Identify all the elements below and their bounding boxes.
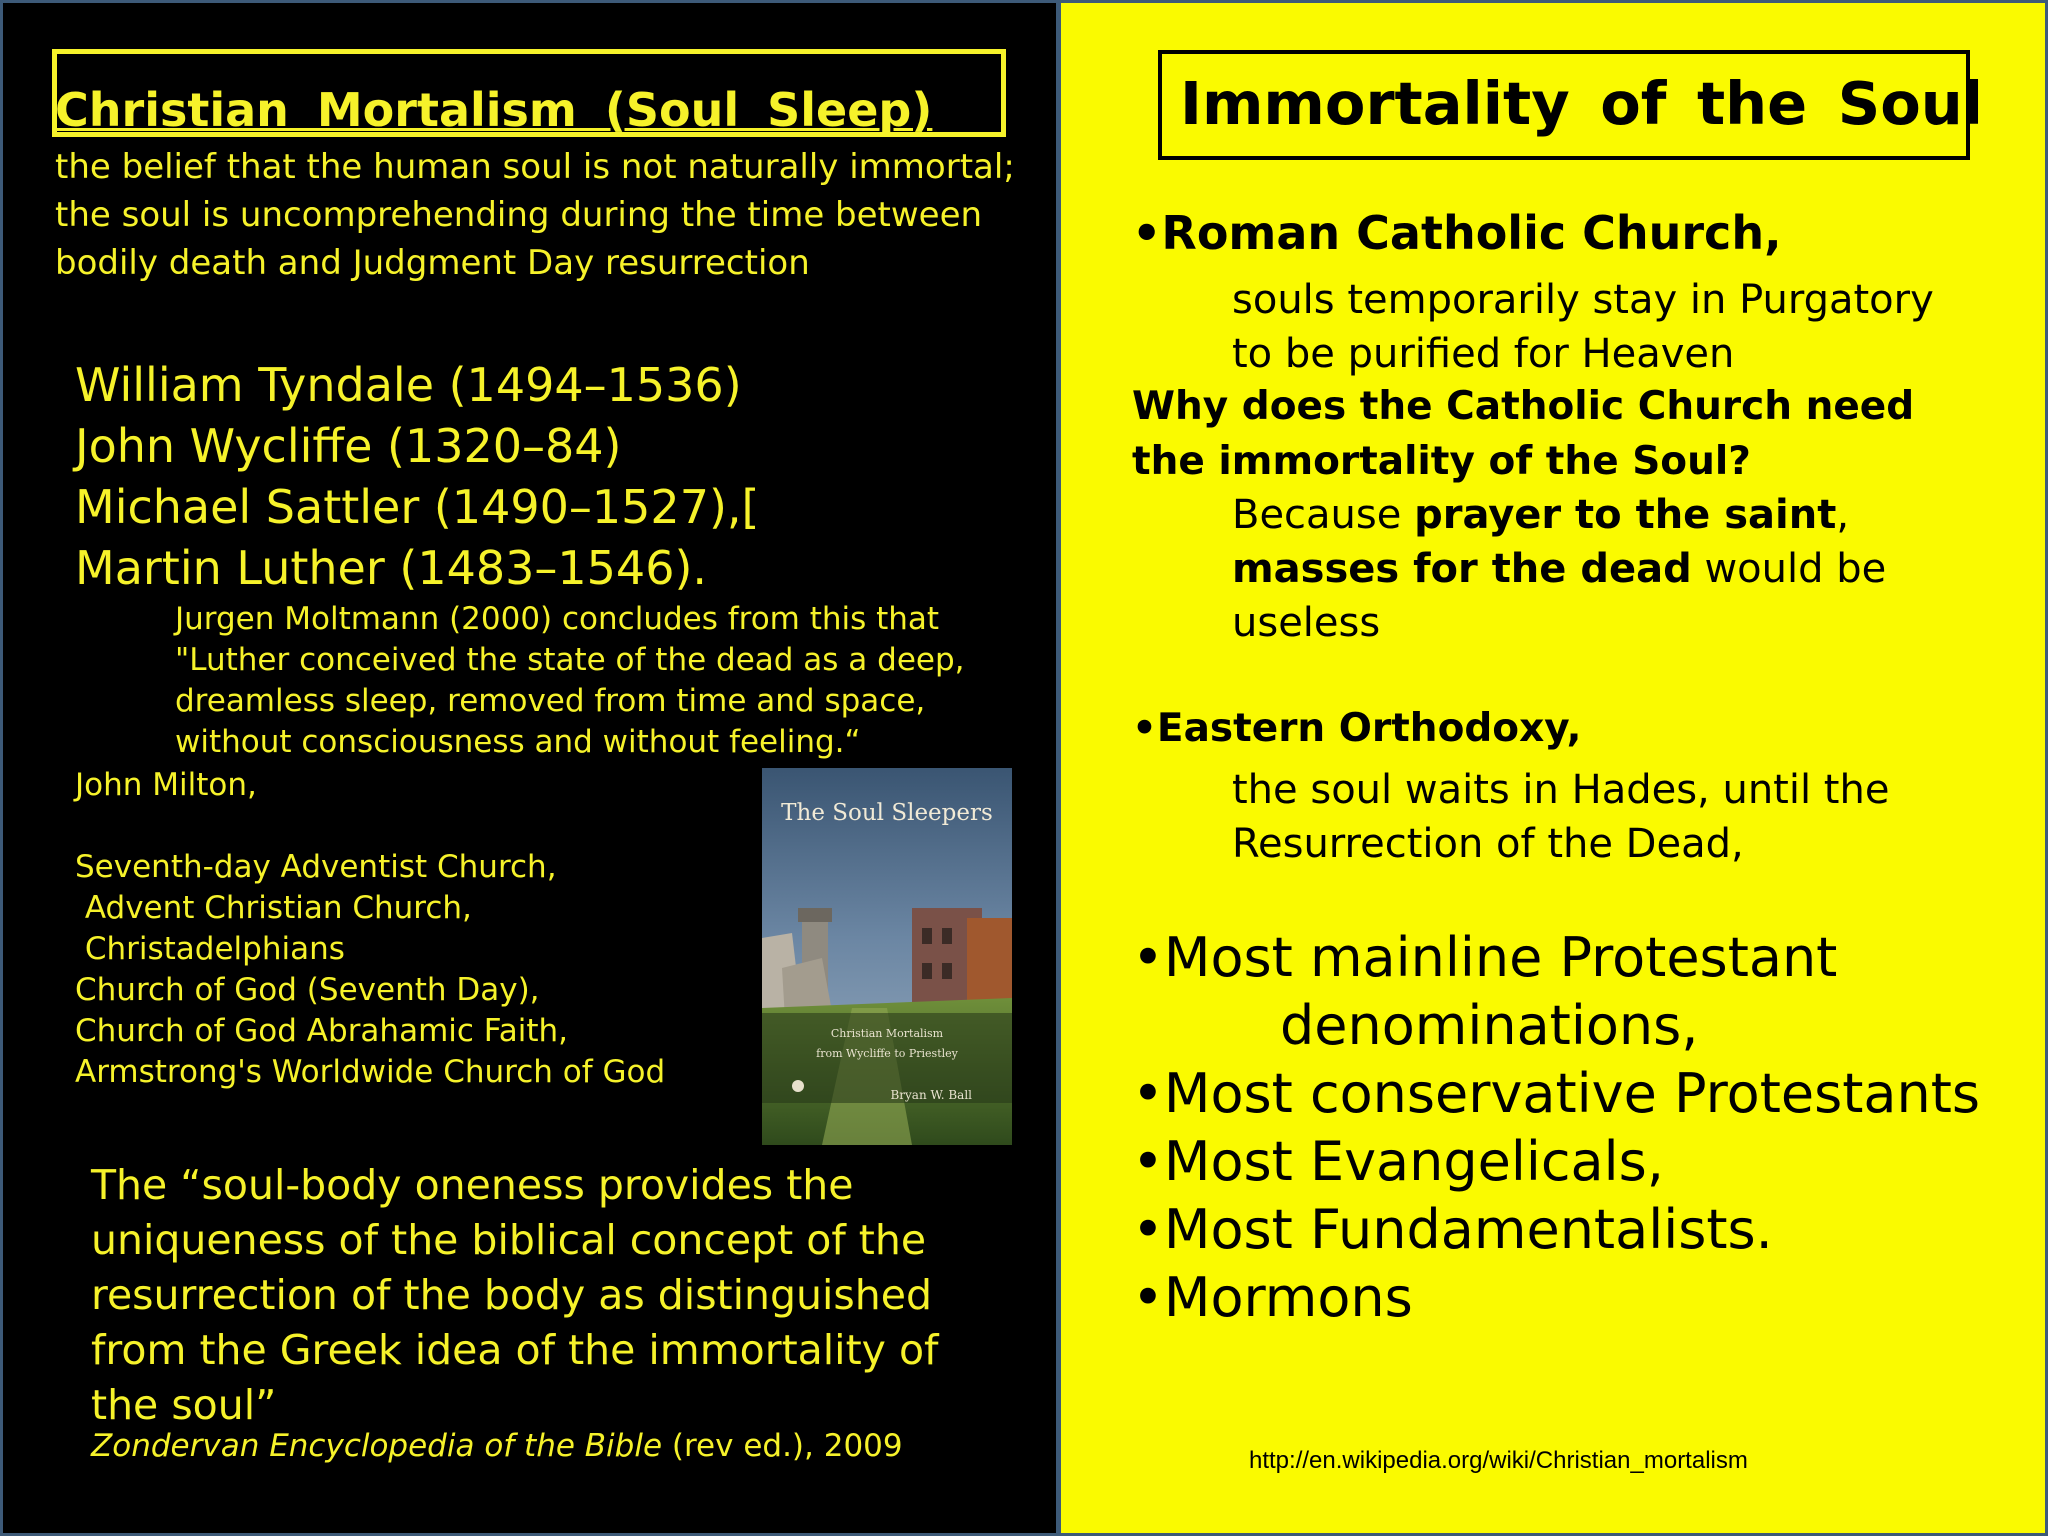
quote-line: resurrection of the body as distinguished xyxy=(91,1271,933,1319)
list-item: •Mormons xyxy=(1132,1266,1413,1329)
body-line: the soul waits in Hades, until the xyxy=(1232,767,1890,813)
moltmann-quote xyxy=(175,599,965,763)
quote-line: from the Greek idea of the immortality of xyxy=(91,1326,939,1374)
right-panel xyxy=(1061,3,2045,1533)
answer-line xyxy=(1232,542,1886,596)
church-item: Christadelphians xyxy=(75,931,345,967)
right-title: Immortality of the Soul xyxy=(1180,69,1983,138)
because-bold-2: masses for the dead xyxy=(1232,546,1692,592)
book-subtitle xyxy=(762,1024,1012,1064)
name-line: Martin Luther (1483–1546). xyxy=(75,541,708,595)
body-line: to be purified for Heaven xyxy=(1232,331,1735,377)
why-question xyxy=(1132,379,1914,489)
because-pre: Because xyxy=(1232,492,1415,538)
eastern-orthodoxy-heading: •Eastern Orthodoxy, xyxy=(1132,706,1582,751)
list-item: •Most conservative Protestants xyxy=(1132,1062,1981,1125)
roman-catholic-body xyxy=(1232,273,1934,381)
name-line: Michael Sattler (1490–1527),[ xyxy=(75,480,760,534)
quote-line: Jurgen Moltmann (2000) concludes from this that xyxy=(175,601,940,637)
left-panel xyxy=(3,3,1056,1533)
church-item: Church of God Abrahamic Faith, xyxy=(75,1013,569,1049)
eastern-orthodoxy-body xyxy=(1232,763,1889,871)
answer-line xyxy=(1232,488,1886,542)
quote-line: the soul” xyxy=(91,1381,277,1429)
list-item: •Most Fundamentalists. xyxy=(1132,1198,1773,1261)
book-subtitle-line: from Wycliffe to Priestley xyxy=(816,1047,958,1060)
church-item: Armstrong's Worldwide Church of God xyxy=(75,1054,666,1090)
because-bold-1: prayer to the saint xyxy=(1414,492,1837,538)
because-mid: , xyxy=(1836,492,1850,538)
list-item: •Most Evangelicals, xyxy=(1132,1130,1664,1193)
name-line: John Wycliffe (1320–84) xyxy=(75,419,622,473)
quote-line: dreamless sleep, removed from time and space, xyxy=(175,683,926,719)
name-line: William Tyndale (1494–1536) xyxy=(75,358,742,412)
quote-line: uniqueness of the biblical concept of the xyxy=(91,1216,927,1264)
body-line: Resurrection of the Dead, xyxy=(1232,821,1744,867)
answer-line: useless xyxy=(1232,600,1381,646)
citation-rest: (rev ed.), 2009 xyxy=(662,1428,903,1464)
church-item: Church of God (Seventh Day), xyxy=(75,972,540,1008)
church-item: Advent Christian Church, xyxy=(75,890,472,926)
question-line: the immortality of the Soul? xyxy=(1132,439,1751,484)
mortalist-names xyxy=(75,355,759,599)
zondervan-quote xyxy=(91,1158,938,1433)
quote-line: The “soul-body oneness provides the xyxy=(91,1161,854,1209)
quote-line: "Luther conceived the state of the dead as a deep, xyxy=(175,642,965,678)
list-item: denominations, xyxy=(1280,994,1699,1057)
book-title: The Soul Sleepers xyxy=(781,800,993,826)
because-answer xyxy=(1232,488,1886,650)
believers-list xyxy=(1132,924,1980,1332)
definition-text: the belief that the human soul is not naturally immortal; the soul is uncomprehending during the time between bodily death and Judgment Day resurrection xyxy=(55,147,1015,283)
roman-catholic-heading: •Roman Catholic Church, xyxy=(1132,206,1782,260)
source-url[interactable]: http://en.wikipedia.org/wiki/Christian_mortalism xyxy=(1249,1447,1748,1474)
body-line: souls temporarily stay in Purgatory xyxy=(1232,277,1934,323)
milton-text: John Milton, xyxy=(75,767,257,803)
citation xyxy=(91,1428,903,1464)
book-subtitle-line: Christian Mortalism xyxy=(830,1027,944,1040)
citation-title: Zondervan Encyclopedia of the Bible xyxy=(91,1428,663,1464)
question-line: Why does the Catholic Church need xyxy=(1132,384,1915,429)
quote-line: without consciousness and without feeling.“ xyxy=(175,724,861,760)
book-author: Bryan W. Ball xyxy=(890,1088,972,1102)
because-post: would be xyxy=(1691,546,1887,592)
left-title: Christian Mortalism (Soul Sleep) xyxy=(55,83,933,137)
church-item: Seventh-day Adventist Church, xyxy=(75,849,557,885)
book-cover-image xyxy=(762,768,1012,1145)
list-item: •Most mainline Protestant xyxy=(1132,926,1838,989)
churches-list xyxy=(75,847,665,1093)
